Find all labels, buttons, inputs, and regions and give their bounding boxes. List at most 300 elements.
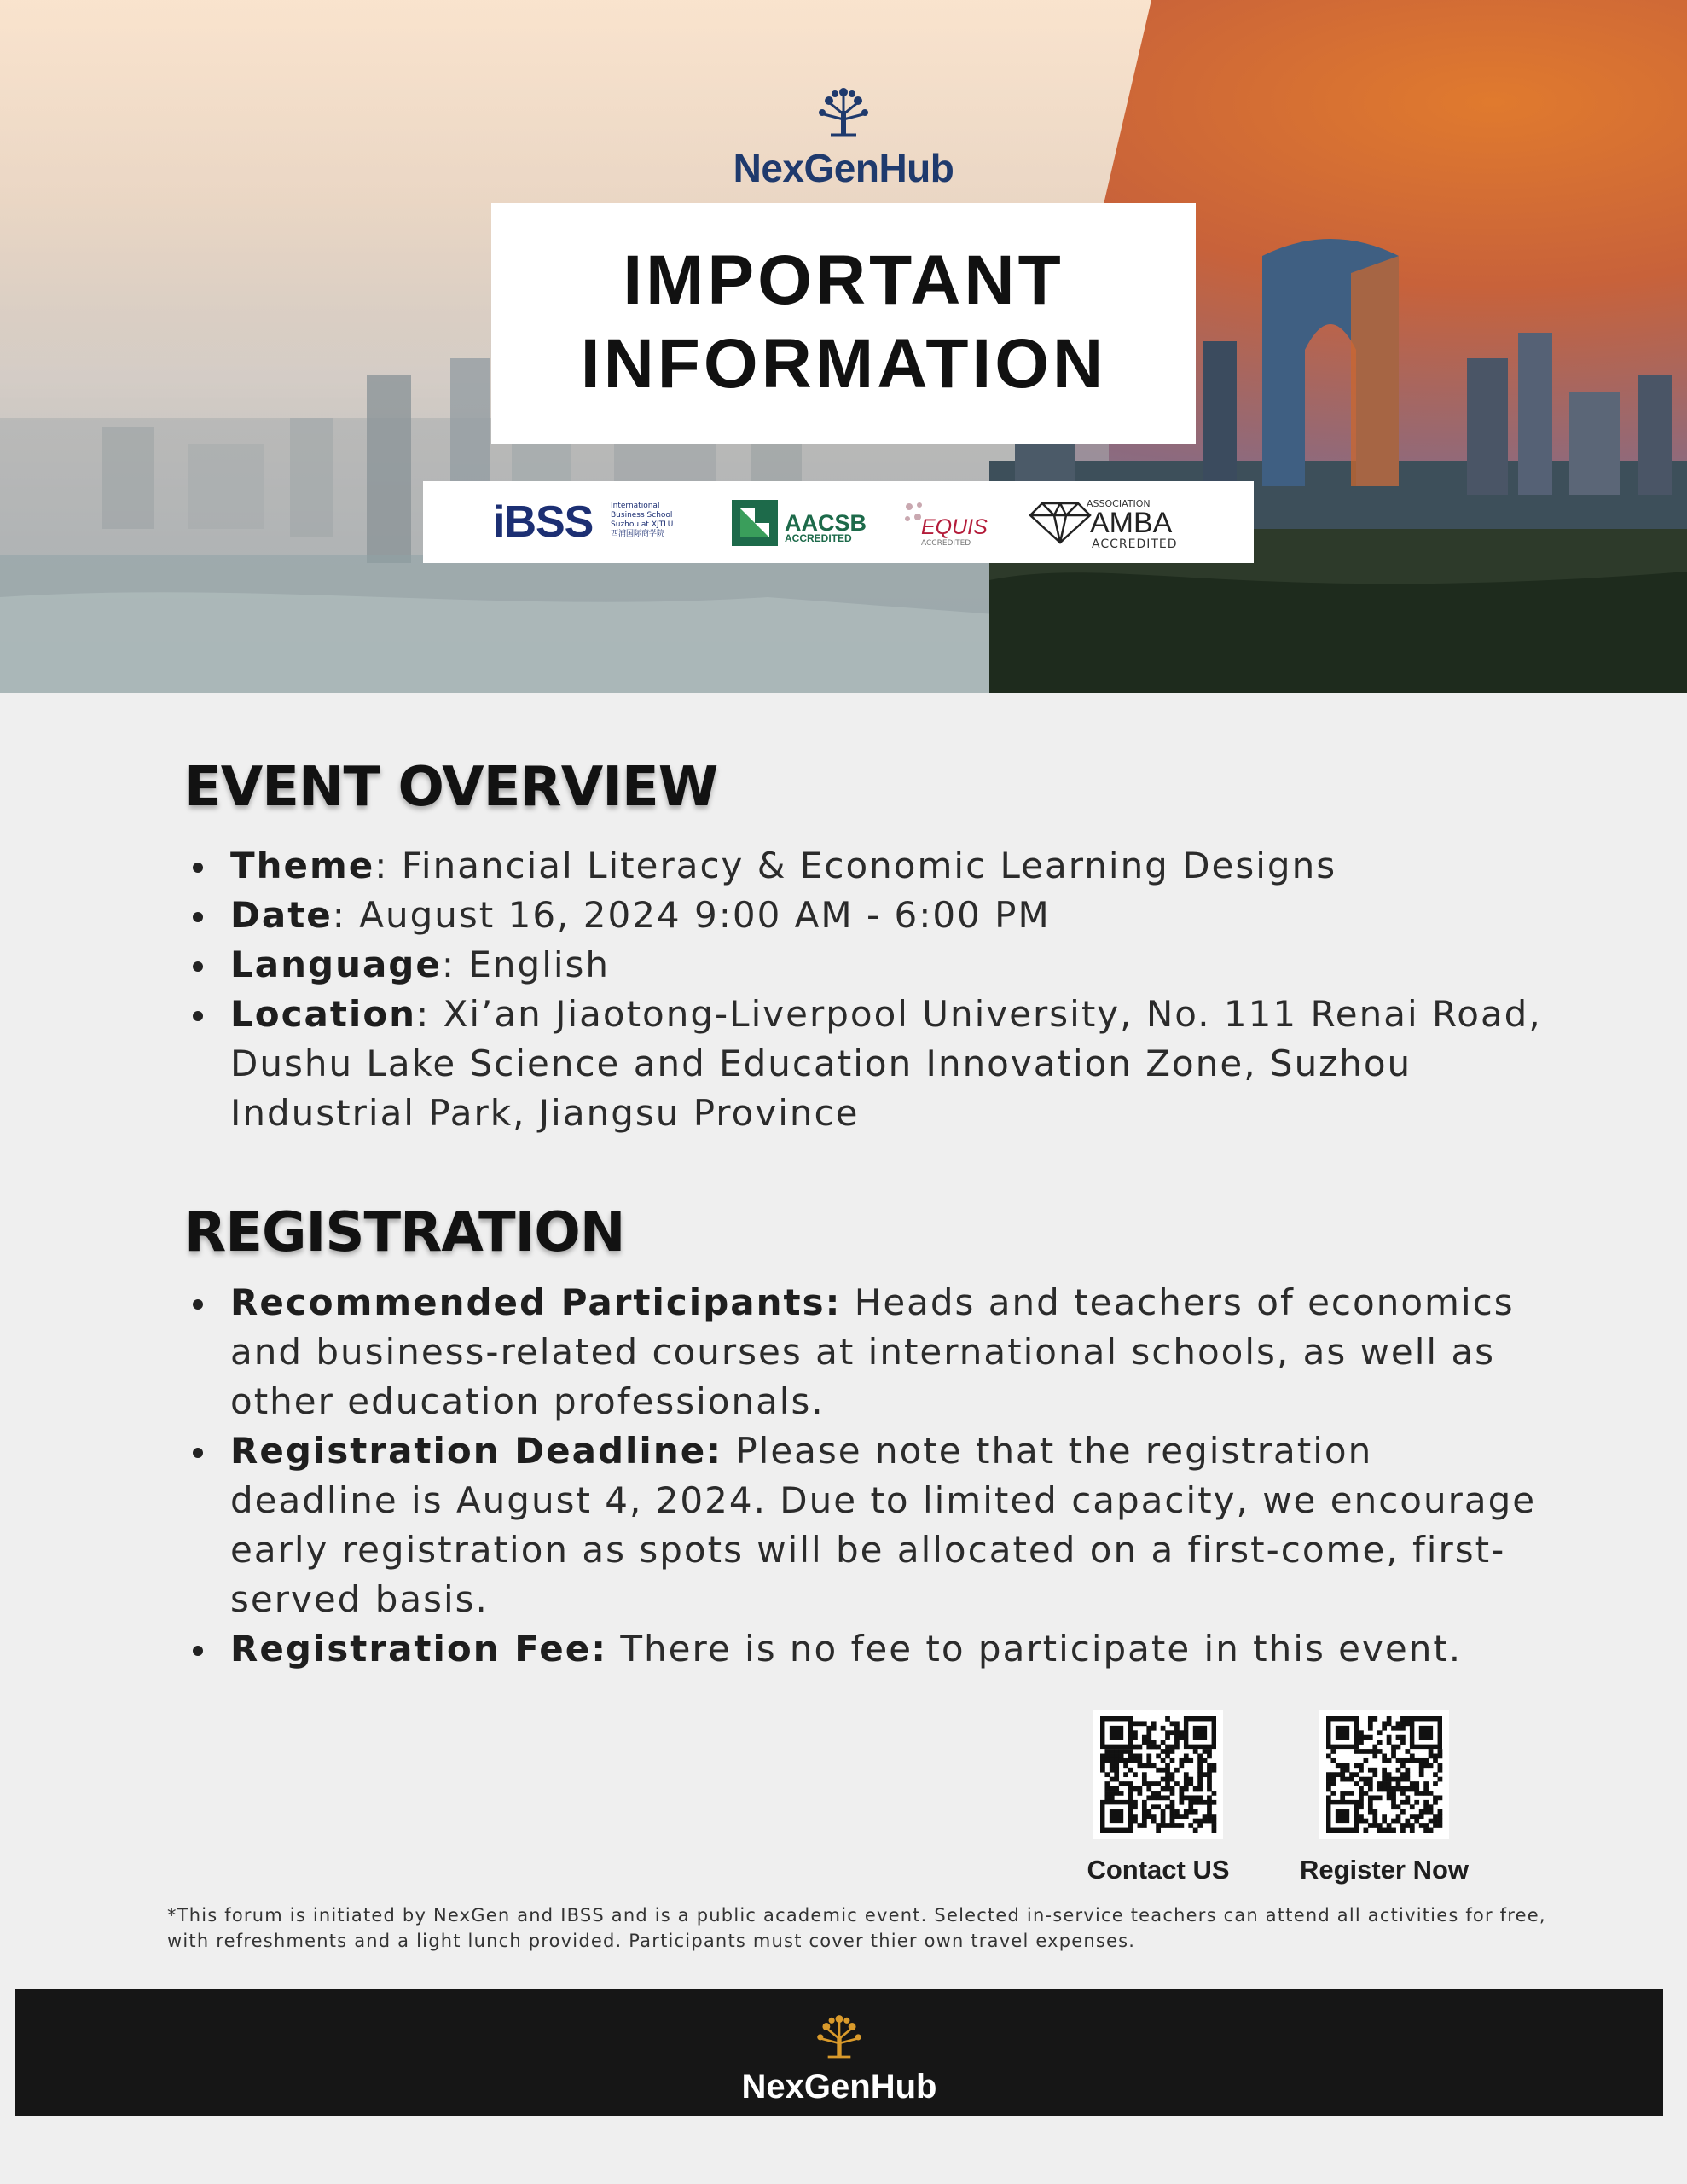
qr-module <box>1410 1758 1415 1763</box>
qr-module <box>1364 1777 1369 1782</box>
qr-module <box>1364 1791 1369 1796</box>
qr-module <box>1170 1814 1175 1819</box>
qr-module <box>1330 1777 1336 1782</box>
qr-module <box>1391 1754 1396 1759</box>
qr-module <box>1138 1758 1143 1763</box>
overview-item-theme: Theme: Financial Literacy & Economic Learning Designs <box>184 841 1549 891</box>
qr-module <box>1340 1795 1345 1800</box>
footer-brand-name: NexGenHub <box>741 2068 937 2106</box>
qr-module <box>1207 1749 1212 1754</box>
qr-module <box>1382 1828 1387 1833</box>
qr-module <box>1203 1800 1208 1805</box>
qr-module <box>1345 1763 1350 1768</box>
qr-module <box>1110 1786 1115 1792</box>
qr-module <box>1414 1819 1419 1824</box>
hero-banner <box>0 0 1687 693</box>
qr-module <box>1133 1730 1138 1735</box>
qr-module <box>1128 1786 1133 1792</box>
qr-module <box>1184 1781 1189 1786</box>
contact-qr-code[interactable] <box>1093 1710 1223 1839</box>
overview-item-location: Location: Xi’an Jiaotong-Liverpool University, No. 111 Renai Road, Dushu Lake Science and Education Innovation Zone, Suzhou Industrial Park, Jiangsu Province <box>184 990 1549 1138</box>
qr-module <box>1330 1749 1336 1754</box>
registration-list <box>184 1278 1549 1674</box>
qr-module <box>1364 1781 1369 1786</box>
qr-module <box>1184 1814 1189 1819</box>
footer-bar <box>15 1989 1663 2116</box>
qr-module <box>1184 1777 1189 1782</box>
qr-module <box>1151 1740 1157 1745</box>
qr-module <box>1123 1772 1128 1777</box>
qr-module <box>1128 1781 1133 1786</box>
qr-module <box>1354 1749 1359 1754</box>
qr-module <box>1165 1745 1170 1750</box>
register-qr-code[interactable] <box>1319 1710 1449 1839</box>
qr-module <box>1396 1735 1401 1740</box>
qr-module <box>1405 1758 1410 1763</box>
qr-module <box>1110 1749 1115 1754</box>
qr-module <box>1414 1786 1419 1792</box>
qr-module <box>1119 1758 1124 1763</box>
qr-module <box>1188 1781 1193 1786</box>
qr-module <box>1128 1758 1133 1763</box>
qr-module <box>1354 1763 1359 1768</box>
qr-module <box>1377 1828 1383 1833</box>
qr-module <box>1354 1772 1359 1777</box>
qr-module <box>1387 1823 1392 1828</box>
qr-module <box>1345 1777 1350 1782</box>
qr-module <box>1193 1828 1198 1833</box>
amba-diamond-icon <box>1029 502 1092 544</box>
qr-module <box>1423 1781 1429 1786</box>
qr-module <box>1193 1749 1198 1754</box>
qr-module <box>1368 1781 1373 1786</box>
qr-module <box>1170 1730 1175 1735</box>
qr-module <box>1165 1768 1170 1773</box>
brand-name: NexGenHub <box>733 146 954 190</box>
qr-module <box>1133 1800 1138 1805</box>
qr-module <box>1377 1740 1383 1745</box>
qr-module <box>1340 1772 1345 1777</box>
qr-module <box>1405 1786 1410 1792</box>
qr-module <box>1146 1745 1151 1750</box>
qr-module <box>1396 1721 1401 1726</box>
overview-item-date: Date: August 16, 2024 9:00 AM - 6:00 PM <box>184 891 1549 940</box>
qr-module <box>1326 1772 1331 1777</box>
qr-module <box>1364 1758 1369 1763</box>
qr-module <box>1396 1781 1401 1786</box>
qr-module <box>1212 1823 1217 1828</box>
qr-module <box>1170 1721 1175 1726</box>
qr-module <box>1368 1804 1373 1809</box>
qr-module <box>1138 1754 1143 1759</box>
qr-module <box>1165 1749 1170 1754</box>
qr-module <box>1174 1735 1180 1740</box>
qr-module <box>1359 1749 1364 1754</box>
qr-module <box>1433 1781 1438 1786</box>
qr-module <box>1330 1772 1336 1777</box>
qr-module <box>1100 1758 1105 1763</box>
qr-module <box>1212 1763 1217 1768</box>
qr-module <box>1104 1749 1110 1754</box>
qr-module <box>1165 1781 1170 1786</box>
qr-module <box>1391 1726 1396 1731</box>
qr-module <box>1165 1795 1170 1800</box>
qr-module <box>1119 1749 1124 1754</box>
qr-module <box>1359 1804 1364 1809</box>
qr-module <box>1410 1754 1415 1759</box>
qr-module <box>1161 1819 1166 1824</box>
qr-module <box>1377 1786 1383 1792</box>
qr-module <box>1174 1730 1180 1735</box>
qr-module <box>1372 1809 1377 1815</box>
qr-module <box>1156 1791 1161 1796</box>
qr-module <box>1423 1800 1429 1805</box>
qr-module <box>1382 1768 1387 1773</box>
qr-module <box>1377 1730 1383 1735</box>
qr-module <box>1184 1795 1189 1800</box>
qr-module <box>1396 1777 1401 1782</box>
qr-module <box>1429 1754 1434 1759</box>
qr-module <box>1156 1804 1161 1809</box>
qr-module <box>1161 1726 1166 1731</box>
register-now-label: Register Now <box>1299 1855 1470 1885</box>
qr-module <box>1345 1768 1350 1773</box>
qr-module <box>1391 1800 1396 1805</box>
title-box <box>491 203 1196 444</box>
amba-logo: AMBA <box>1090 507 1173 539</box>
tree-icon <box>805 2012 873 2061</box>
qr-module <box>1174 1781 1180 1786</box>
qr-module <box>1400 1828 1406 1833</box>
qr-module <box>1396 1745 1401 1750</box>
qr-module <box>1414 1800 1419 1805</box>
qr-module <box>1405 1777 1410 1782</box>
qr-module <box>1170 1772 1175 1777</box>
qr-module <box>1165 1804 1170 1809</box>
qr-module <box>1170 1749 1175 1754</box>
qr-module <box>1359 1814 1364 1819</box>
qr-module <box>1372 1745 1377 1750</box>
qr-module <box>1100 1768 1105 1773</box>
qr-module <box>1359 1791 1364 1796</box>
qr-module <box>1438 1777 1443 1782</box>
qr-module <box>1364 1819 1369 1824</box>
qr-module <box>1197 1768 1203 1773</box>
qr-module <box>1207 1800 1212 1805</box>
qr-finder <box>1336 1809 1349 1823</box>
qr-module <box>1372 1749 1377 1754</box>
qr-module <box>1349 1791 1354 1796</box>
qr-module <box>1414 1791 1419 1796</box>
qr-module <box>1207 1777 1212 1782</box>
amba-association: ASSOCIATION <box>1087 498 1151 509</box>
qr-module <box>1165 1786 1170 1792</box>
qr-module <box>1142 1740 1147 1745</box>
qr-module <box>1146 1758 1151 1763</box>
qr-module <box>1161 1786 1166 1792</box>
qr-module <box>1405 1716 1410 1722</box>
qr-module <box>1146 1726 1151 1731</box>
qr-module <box>1100 1763 1105 1768</box>
qr-module <box>1119 1791 1124 1796</box>
qr-module <box>1364 1749 1369 1754</box>
register-now-qr[interactable] <box>1286 1710 1482 1885</box>
qr-module <box>1368 1800 1373 1805</box>
qr-module <box>1368 1786 1373 1792</box>
qr-module <box>1110 1777 1115 1782</box>
qr-module <box>1405 1772 1410 1777</box>
qr-module <box>1382 1754 1387 1759</box>
qr-module <box>1188 1809 1193 1815</box>
qr-module <box>1138 1823 1143 1828</box>
qr-module <box>1391 1828 1396 1833</box>
qr-module <box>1207 1804 1212 1809</box>
qr-module <box>1396 1758 1401 1763</box>
qr-module <box>1161 1795 1166 1800</box>
qr-module <box>1197 1763 1203 1768</box>
qr-module <box>1410 1781 1415 1786</box>
qr-module <box>1400 1735 1406 1740</box>
qr-module <box>1203 1772 1208 1777</box>
qr-module <box>1161 1768 1166 1773</box>
qr-module <box>1419 1823 1424 1828</box>
qr-module <box>1212 1800 1217 1805</box>
qr-module <box>1368 1749 1373 1754</box>
qr-module <box>1142 1763 1147 1768</box>
qr-module <box>1142 1735 1147 1740</box>
qr-module <box>1340 1777 1345 1782</box>
qr-module <box>1372 1795 1377 1800</box>
qr-module <box>1368 1795 1373 1800</box>
qr-module <box>1179 1763 1184 1768</box>
qr-module <box>1377 1749 1383 1754</box>
qr-module <box>1133 1786 1138 1792</box>
qr-module <box>1110 1763 1115 1768</box>
qr-module <box>1197 1819 1203 1824</box>
qr-module <box>1161 1823 1166 1828</box>
qr-module <box>1387 1772 1392 1777</box>
event-overview-heading: EVENT OVERVIEW <box>184 756 718 819</box>
qr-module <box>1165 1772 1170 1777</box>
qr-module <box>1142 1721 1147 1726</box>
title-line-1: IMPORTANT <box>623 241 1064 319</box>
qr-module <box>1359 1786 1364 1792</box>
qr-module <box>1438 1768 1443 1773</box>
qr-module <box>1400 1800 1406 1805</box>
qr-module <box>1359 1763 1364 1768</box>
qr-module <box>1382 1814 1387 1819</box>
qr-module <box>1207 1819 1212 1824</box>
equis-accredited: ACCREDITED <box>921 539 971 548</box>
qr-module <box>1400 1740 1406 1745</box>
qr-module <box>1387 1777 1392 1782</box>
tree-icon <box>805 85 882 138</box>
qr-module <box>1184 1758 1189 1763</box>
qr-module <box>1128 1791 1133 1796</box>
qr-module <box>1387 1828 1392 1833</box>
qr-module <box>1179 1730 1184 1735</box>
qr-module <box>1326 1754 1331 1759</box>
qr-module <box>1387 1758 1392 1763</box>
qr-module <box>1377 1823 1383 1828</box>
amba-accredited: ACCREDITED <box>1092 537 1178 551</box>
qr-module <box>1170 1777 1175 1782</box>
qr-module <box>1123 1758 1128 1763</box>
qr-module <box>1423 1763 1429 1768</box>
qr-module <box>1174 1809 1180 1815</box>
qr-module <box>1165 1754 1170 1759</box>
qr-module <box>1438 1754 1443 1759</box>
qr-module <box>1423 1809 1429 1815</box>
qr-module <box>1410 1814 1415 1819</box>
qr-module <box>1197 1754 1203 1759</box>
qr-module <box>1359 1819 1364 1824</box>
registration-item-fee: Registration Fee: There is no fee to participate in this event. <box>184 1624 1549 1674</box>
qr-module <box>1438 1795 1443 1800</box>
qr-module <box>1438 1809 1443 1815</box>
qr-module <box>1359 1777 1364 1782</box>
qr-module <box>1419 1809 1424 1815</box>
qr-module <box>1142 1814 1147 1819</box>
qr-module <box>1170 1758 1175 1763</box>
qr-module <box>1368 1721 1373 1726</box>
qr-module <box>1128 1749 1133 1754</box>
qr-module <box>1387 1781 1392 1786</box>
qr-module <box>1170 1819 1175 1824</box>
qr-module <box>1188 1823 1193 1828</box>
title-line-2: INFORMATION <box>580 325 1107 403</box>
qr-module <box>1207 1772 1212 1777</box>
qr-module <box>1151 1745 1157 1750</box>
qr-module <box>1419 1791 1424 1796</box>
qr-module <box>1156 1781 1161 1786</box>
qr-module <box>1203 1749 1208 1754</box>
qr-module <box>1372 1716 1377 1722</box>
qr-module <box>1119 1781 1124 1786</box>
qr-module <box>1391 1819 1396 1824</box>
qr-module <box>1179 1814 1184 1819</box>
aacsb-logo: AACSB <box>785 510 867 536</box>
qr-module <box>1170 1791 1175 1796</box>
qr-module <box>1104 1781 1110 1786</box>
qr-module <box>1146 1730 1151 1735</box>
qr-module <box>1188 1777 1193 1782</box>
qr-module <box>1391 1745 1396 1750</box>
qr-finder <box>1193 1726 1207 1740</box>
qr-module <box>1179 1758 1184 1763</box>
qr-module <box>1193 1809 1198 1815</box>
qr-module <box>1146 1763 1151 1768</box>
qr-module <box>1433 1754 1438 1759</box>
qr-module <box>1391 1777 1396 1782</box>
qr-module <box>1133 1819 1138 1824</box>
qr-module <box>1184 1754 1189 1759</box>
equis-logo: EQUIS <box>921 515 988 539</box>
qr-module <box>1419 1768 1424 1773</box>
qr-module <box>1429 1828 1434 1833</box>
qr-module <box>1142 1804 1147 1809</box>
qr-module <box>1165 1735 1170 1740</box>
qr-module <box>1429 1763 1434 1768</box>
qr-module <box>1359 1740 1364 1745</box>
qr-module <box>1203 1819 1208 1824</box>
qr-module <box>1156 1828 1161 1833</box>
qr-module <box>1372 1819 1377 1824</box>
qr-module <box>1330 1758 1336 1763</box>
qr-module <box>1184 1786 1189 1792</box>
qr-module <box>1151 1781 1157 1786</box>
qr-module <box>1387 1791 1392 1796</box>
qr-module <box>1100 1754 1105 1759</box>
qr-module <box>1429 1804 1434 1809</box>
qr-module <box>1184 1809 1189 1815</box>
qr-module <box>1146 1786 1151 1792</box>
qr-module <box>1165 1730 1170 1735</box>
qr-module <box>1188 1800 1193 1805</box>
qr-module <box>1429 1749 1434 1754</box>
qr-module <box>1151 1791 1157 1796</box>
qr-module <box>1151 1804 1157 1809</box>
qr-module <box>1151 1763 1157 1768</box>
qr-module <box>1423 1786 1429 1792</box>
qr-module <box>1405 1749 1410 1754</box>
qr-module <box>1326 1795 1331 1800</box>
qr-module <box>1170 1745 1175 1750</box>
contact-us-qr[interactable] <box>1064 1710 1252 1885</box>
qr-module <box>1104 1791 1110 1796</box>
qr-module <box>1114 1758 1119 1763</box>
qr-module <box>1179 1791 1184 1796</box>
qr-module <box>1326 1777 1331 1782</box>
qr-module <box>1349 1777 1354 1782</box>
qr-module <box>1391 1749 1396 1754</box>
qr-module <box>1207 1795 1212 1800</box>
qr-module <box>1326 1781 1331 1786</box>
qr-module <box>1349 1772 1354 1777</box>
qr-module <box>1156 1768 1161 1773</box>
qr-module <box>1438 1763 1443 1768</box>
qr-module <box>1377 1781 1383 1786</box>
qr-module <box>1146 1735 1151 1740</box>
nexgenhub-logo-top <box>0 85 1687 191</box>
qr-module <box>1433 1800 1438 1805</box>
qr-module <box>1368 1768 1373 1773</box>
qr-module <box>1197 1823 1203 1828</box>
qr-module <box>1114 1791 1119 1796</box>
qr-module <box>1114 1772 1119 1777</box>
qr-module <box>1197 1781 1203 1786</box>
qr-module <box>1382 1781 1387 1786</box>
qr-module <box>1110 1758 1115 1763</box>
qr-module <box>1133 1772 1138 1777</box>
qr-module <box>1368 1823 1373 1828</box>
qr-module <box>1372 1768 1377 1773</box>
qr-module <box>1110 1795 1115 1800</box>
qr-module <box>1142 1819 1147 1824</box>
qr-module <box>1382 1819 1387 1824</box>
qr-module <box>1142 1809 1147 1815</box>
qr-finder <box>1110 1726 1123 1740</box>
qr-module <box>1340 1763 1345 1768</box>
qr-module <box>1368 1726 1373 1731</box>
qr-module <box>1387 1786 1392 1792</box>
qr-module <box>1156 1745 1161 1750</box>
qr-module <box>1419 1763 1424 1768</box>
qr-module <box>1174 1823 1180 1828</box>
qr-module <box>1123 1781 1128 1786</box>
qr-module <box>1419 1814 1424 1819</box>
qr-module <box>1396 1768 1401 1773</box>
